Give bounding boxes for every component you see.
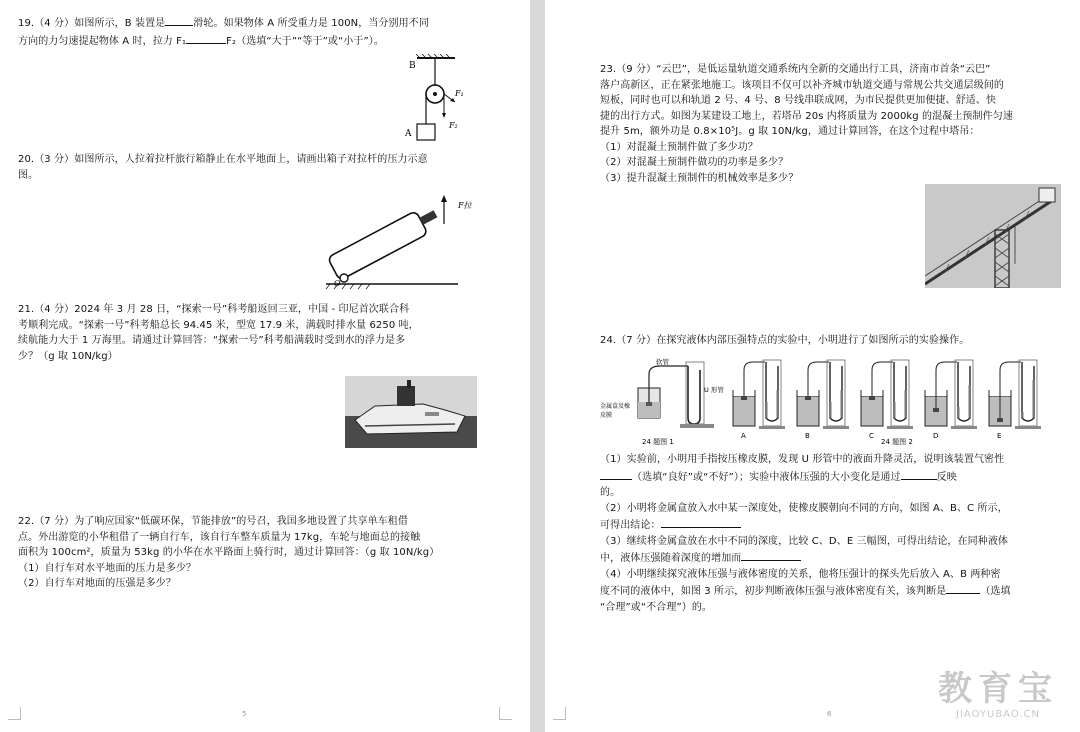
q24-part-1-line-1: （1）实验前，小明用手指按压橡皮膜，发现 U 形管中的液面升降灵活，说明该装置气密性 <box>600 454 1005 465</box>
q24-blank-3[interactable] <box>661 516 741 528</box>
question-22 <box>18 514 518 592</box>
q22-line-2: 点。外出游览的小华租借了一辆自行车，该自行车整车质量为 17kg，车轮与地面总的接触 <box>18 531 421 543</box>
label-metal-box-2: 皮膜 <box>600 412 613 419</box>
q22-line-3: 面积为 100cm²，质量为 53kg 的小华在水平路面上骑行时，通过计算回答：（g 取 10N/kg） <box>18 547 440 558</box>
q20-line-1: 20.（3 分）如图所示，人拉着拉杆旅行箱静止在水平地面上，请画出箱子对拉杆的压力示意 <box>18 154 428 165</box>
pulley-figure <box>395 54 475 146</box>
q19-blank-1[interactable] <box>165 14 193 26</box>
label-u-tube: U 形管 <box>704 386 724 394</box>
q22-line-1: 22.（7 分）为了响应国家“低碳环保，节能排放”的号召，我国多地设置了共享单车租借 <box>18 516 409 527</box>
label-setup-c: C <box>869 432 874 440</box>
q23-line-5: 提升 5m，额外功是 0.8×10⁵J。g 取 10N/kg，通过计算回答，在这个过程中塔吊： <box>600 126 980 137</box>
label-a: A <box>405 129 412 139</box>
q19-line-1: 19.（4 分）如图所示，B 装置是 滑轮。如果物体 A 所受重力是 100N，当分别用不同 <box>18 14 518 32</box>
label-soft-tube: 软管 <box>656 358 669 366</box>
q21-line-4: 少？（g 取 10N/kg） <box>18 350 118 362</box>
q24-part-1-line-2: （选填“良好”或“不好”）；实验中液体压强的大小变化是通过 反映 <box>600 468 1070 486</box>
q24-part-2-line-1: （2）小明将金属盒放入水中某一深度处，使橡皮膜朝向不同的方向，如图 A、B、C 所示， <box>600 502 1008 514</box>
q24-blank-2[interactable] <box>901 468 937 480</box>
q24-part-4-line-3: “合理”或“不合理”）的。 <box>600 601 713 613</box>
q23-line-1: 23.（9 分）“云巴”，是低运量轨道交通系统内全新的交通出行工具，济南市首条“云巴” <box>600 64 991 75</box>
question-21 <box>18 302 518 364</box>
watermark <box>938 669 1058 720</box>
caption-fig-1: 24 题图 1 <box>642 438 674 446</box>
q19-line-2: 方向的力匀速提起物体 A 时，拉力 F₁ F₂（选填“大于”“等于”或“小于”）。 <box>18 32 518 50</box>
question-24-parts <box>600 452 1070 615</box>
q21-line-2: 考顺利完成。“探索一号”科考船总长 94.45 米，型宽 17.9 米，满载时排水量 6250 吨， <box>18 319 419 331</box>
label-f-pull: F拉 <box>458 201 472 210</box>
corner-mark-bottom-left <box>8 707 21 720</box>
caption-fig-2: 24 题图 2 <box>881 438 913 446</box>
question-23 <box>600 62 1070 186</box>
q23-line-3: 短板，同时也可以和轨道 2 号、4 号、8 号线串联成网，为市民提供更加便捷、舒适、快 <box>600 95 997 106</box>
page-number-6: 6 <box>827 710 832 718</box>
research-ship-photo <box>345 376 477 448</box>
label-o: O <box>334 279 341 288</box>
q22-sub-2: （2）自行车对地面的压强是多少？ <box>18 578 176 589</box>
q24-blank-1[interactable] <box>600 468 632 480</box>
q24-part-3-line-2: 中，液体压强随着深度的增加而 <box>600 549 1070 567</box>
q21-line-3: 续航能力大于 1 万海里。请通过计算回答：“探索一号”科考船满载时受到水的浮力是多 <box>18 335 406 346</box>
tower-crane-photo <box>925 184 1061 288</box>
page-5 <box>0 0 530 732</box>
setup-c <box>861 360 913 440</box>
setup-e <box>989 360 1041 440</box>
q23-sub-2: （2）对混凝土预制件做功的功率是多少？ <box>600 157 789 168</box>
label-b: B <box>409 61 416 71</box>
q24-part-4-line-1: （4）小明继续探究液体压强与液体密度的关系，他将压强计的探头先后放入 A、B 两种密 <box>600 568 1001 580</box>
corner-mark-bottom-left <box>553 707 566 720</box>
q23-line-2: 落户高新区，正在紧张地施工。该项目不仅可以补齐城市轨道交通与常规公共交通层级间的 <box>600 79 1004 91</box>
q24-part-4-line-2: 度不同的液体中，如图 3 所示，初步判断液体压强与液体密度有关，该判断是 （选填 <box>600 582 1070 600</box>
page-number-5: 5 <box>242 710 247 718</box>
question-24-intro: 24.（7 分）在探究液体内部压强特点的实验中，小明进行了如图所示的实验操作。 <box>600 335 970 346</box>
watermark-title: 教育宝 <box>938 669 1058 709</box>
setup-a <box>733 360 785 440</box>
label-metal-box-1: 金属盒及橡 <box>600 403 631 410</box>
pressure-gauge-figure-2 <box>731 356 1061 448</box>
label-f2: F₂ <box>449 121 458 130</box>
label-setup-b: B <box>805 432 810 440</box>
pressure-gauge-figure-1 <box>600 358 745 448</box>
q20-line-2: 图。 <box>18 169 39 181</box>
label-setup-e: E <box>997 432 1002 440</box>
q21-line-1: 21.（4 分）2024 年 3 月 28 日，“探索一号”科考船返回三亚，中国 - 印尼首次联合科 <box>18 304 410 315</box>
q24-part-3-line-1: （3）继续将金属盒放在水中不同的深度，比较 C、D、E 三幅图，可得出结论，在同种液体 <box>600 535 1009 547</box>
label-setup-d: D <box>933 432 939 440</box>
corner-mark-bottom-right <box>499 707 512 720</box>
label-f1: F₁ <box>455 89 464 98</box>
q23-line-4: 捷的出行方式。如图为某建设工地上，若塔吊 20s 内将质量为 2000kg 的混凝土预制件匀速 <box>600 110 1013 122</box>
watermark-url: JIAOYUBAO.CN <box>956 709 1040 720</box>
setup-d <box>925 360 977 440</box>
page-gap <box>530 0 545 732</box>
q22-sub-1: （1）自行车对水平地面的压力是多少？ <box>18 562 197 574</box>
luggage-figure <box>318 192 488 292</box>
q24-blank-5[interactable] <box>946 582 980 594</box>
q24-blank-4[interactable] <box>741 549 801 561</box>
question-19 <box>18 14 518 49</box>
q24-part-2-line-2: 可得出结论： <box>600 516 1070 534</box>
q23-sub-3: （3）提升混凝土预制件的机械效率是多少？ <box>600 172 799 184</box>
q23-sub-1: （1）对混凝土预制件做了多少功？ <box>600 141 758 153</box>
q24-part-1-line-3: 的。 <box>600 487 621 498</box>
page-6 <box>545 0 1080 732</box>
question-20 <box>18 152 518 183</box>
q19-blank-2[interactable] <box>186 32 226 44</box>
label-setup-a: A <box>741 432 746 440</box>
setup-b <box>797 360 849 440</box>
